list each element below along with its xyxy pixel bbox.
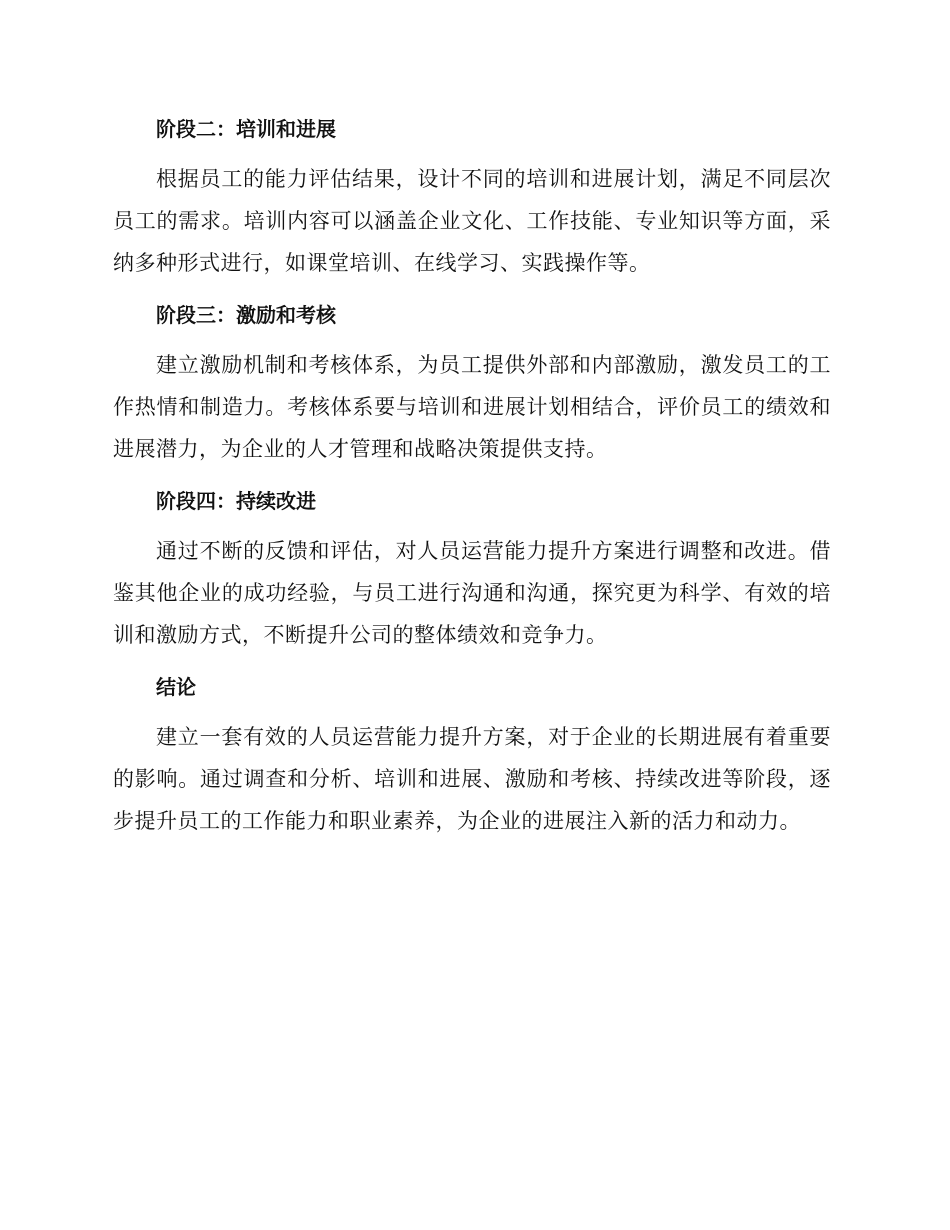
section-heading: 结论 <box>156 675 196 699</box>
section-conclusion <box>113 666 831 842</box>
section-paragraph: 通过不断的反馈和评估，对人员运营能力提升方案进行调整和改进。借鉴其他企业的成功经验，与员工进行沟通和沟通，探究更为科学、有效的培训和激励方式，不断提升公司的整体绩效和竞争力。 <box>113 539 831 647</box>
section-stage-three <box>113 294 831 470</box>
section-heading: 阶段四：持续改进 <box>156 489 316 513</box>
section-stage-four <box>113 480 831 656</box>
section-heading: 阶段二：培训和进展 <box>156 117 336 141</box>
section-paragraph: 根据员工的能力评估结果，设计不同的培训和进展计划，满足不同层次员工的需求。培训内容可以涵盖企业文化、工作技能、专业知识等方面，采纳多种形式进行，如课堂培训、在线学习、实践操作等。 <box>113 167 831 275</box>
section-paragraph: 建立一套有效的人员运营能力提升方案，对于企业的长期进展有着重要的影响。通过调查和分析、培训和进展、激励和考核、持续改进等阶段，逐步提升员工的工作能力和职业素养，为企业的进展注入新的活力和动力。 <box>113 725 831 833</box>
document-page <box>113 108 831 852</box>
section-paragraph: 建立激励机制和考核体系，为员工提供外部和内部激励，激发员工的工作热情和制造力。考核体系要与培训和进展计划相结合，评价员工的绩效和进展潜力，为企业的人才管理和战略决策提供支持。 <box>113 353 831 461</box>
section-heading: 阶段三：激励和考核 <box>156 303 336 327</box>
section-stage-two <box>113 108 831 284</box>
